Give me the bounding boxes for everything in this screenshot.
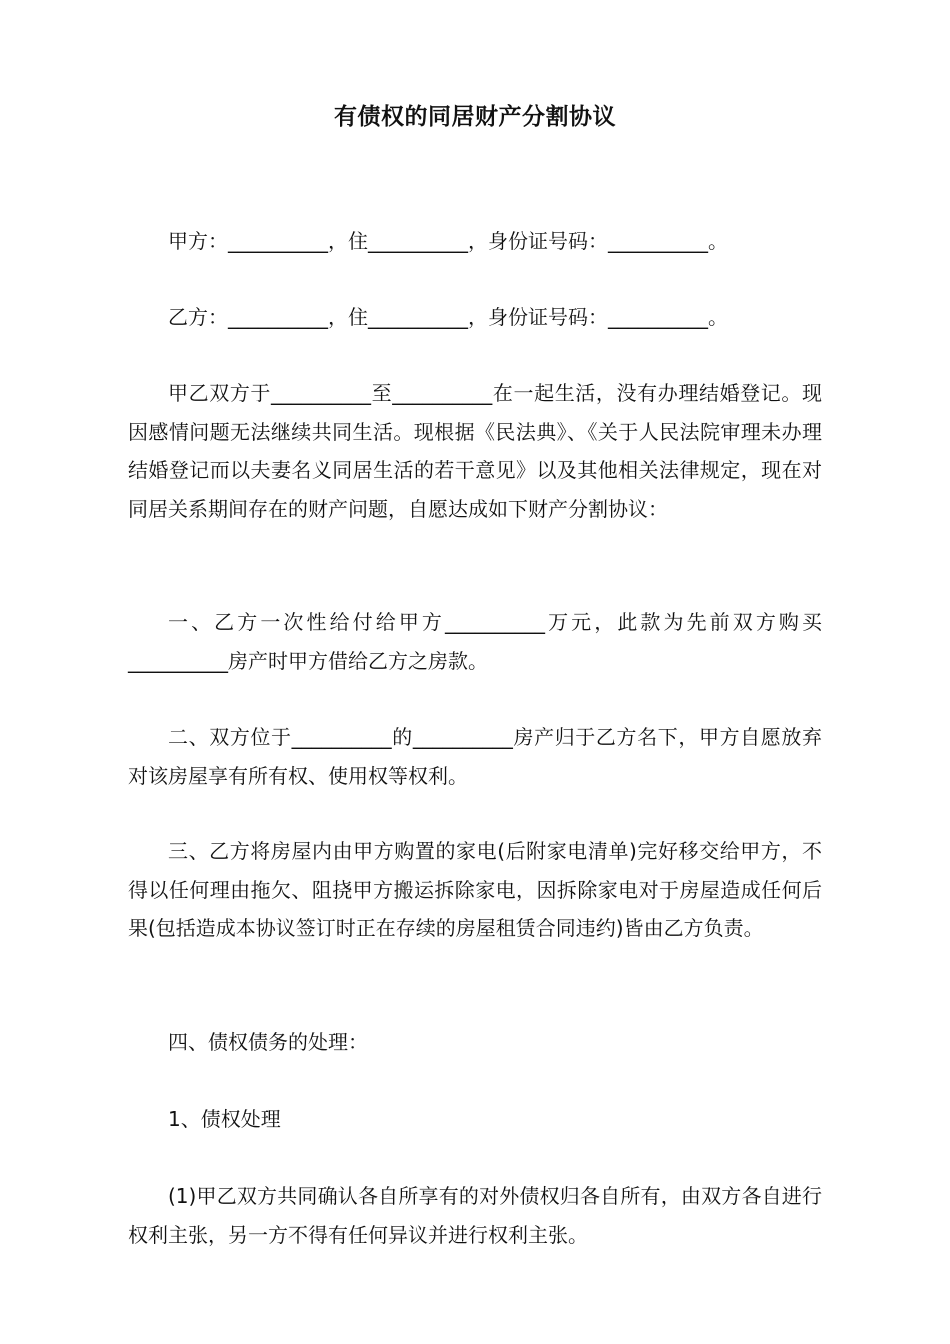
subclause-1-1-paragraph: (1)甲乙双方共同确认各自所享有的对外债权归各自所有，由双方各自进行权利主张，另一方不得有任何异议并进行权利主张。 (128, 1184, 822, 1247)
preamble-paragraph: 甲乙双方于__________至__________在一起生活，没有办理结婚登记。现因感情问题无法继续共同生活。现根据《民法典》、《关于人民法院审理未办理结婚登记而以夫妻名义同居生活的若干意见》以及其他相关法律规定，现在对同居关系期间存在的财产问题，自愿达成如下财产分割协议： (128, 381, 822, 521)
party-b-line: 乙方：__________，住__________，身份证号码：__________。 (168, 305, 728, 329)
document-title: 有债权的同居财产分割协议 (334, 104, 616, 130)
subclause-1-heading: 1、债权处理 (168, 1107, 281, 1131)
clause-3-paragraph: 三、乙方将房屋内由甲方购置的家电(后附家电清单)完好移交给甲方，不得以任何理由拖欠、阻挠甲方搬运拆除家电，因拆除家电对于房屋造成任何后果(包括造成本协议签订时正在存续的房屋租赁合同违约)皆由乙方负责。 (128, 839, 822, 940)
clause-1-paragraph: 一、乙方一次性给付给甲方__________万元，此款为先前双方购买__________房产时甲方借给乙方之房款。 (128, 610, 822, 673)
clause-4-heading: 四、债权债务的处理： (168, 1030, 368, 1054)
party-a-line: 甲方：__________，住__________，身份证号码：__________。 (168, 229, 728, 253)
clause-2-paragraph: 二、双方位于__________的__________房产归于乙方名下，甲方自愿放弃对该房屋享有所有权、使用权等权利。 (128, 725, 822, 788)
